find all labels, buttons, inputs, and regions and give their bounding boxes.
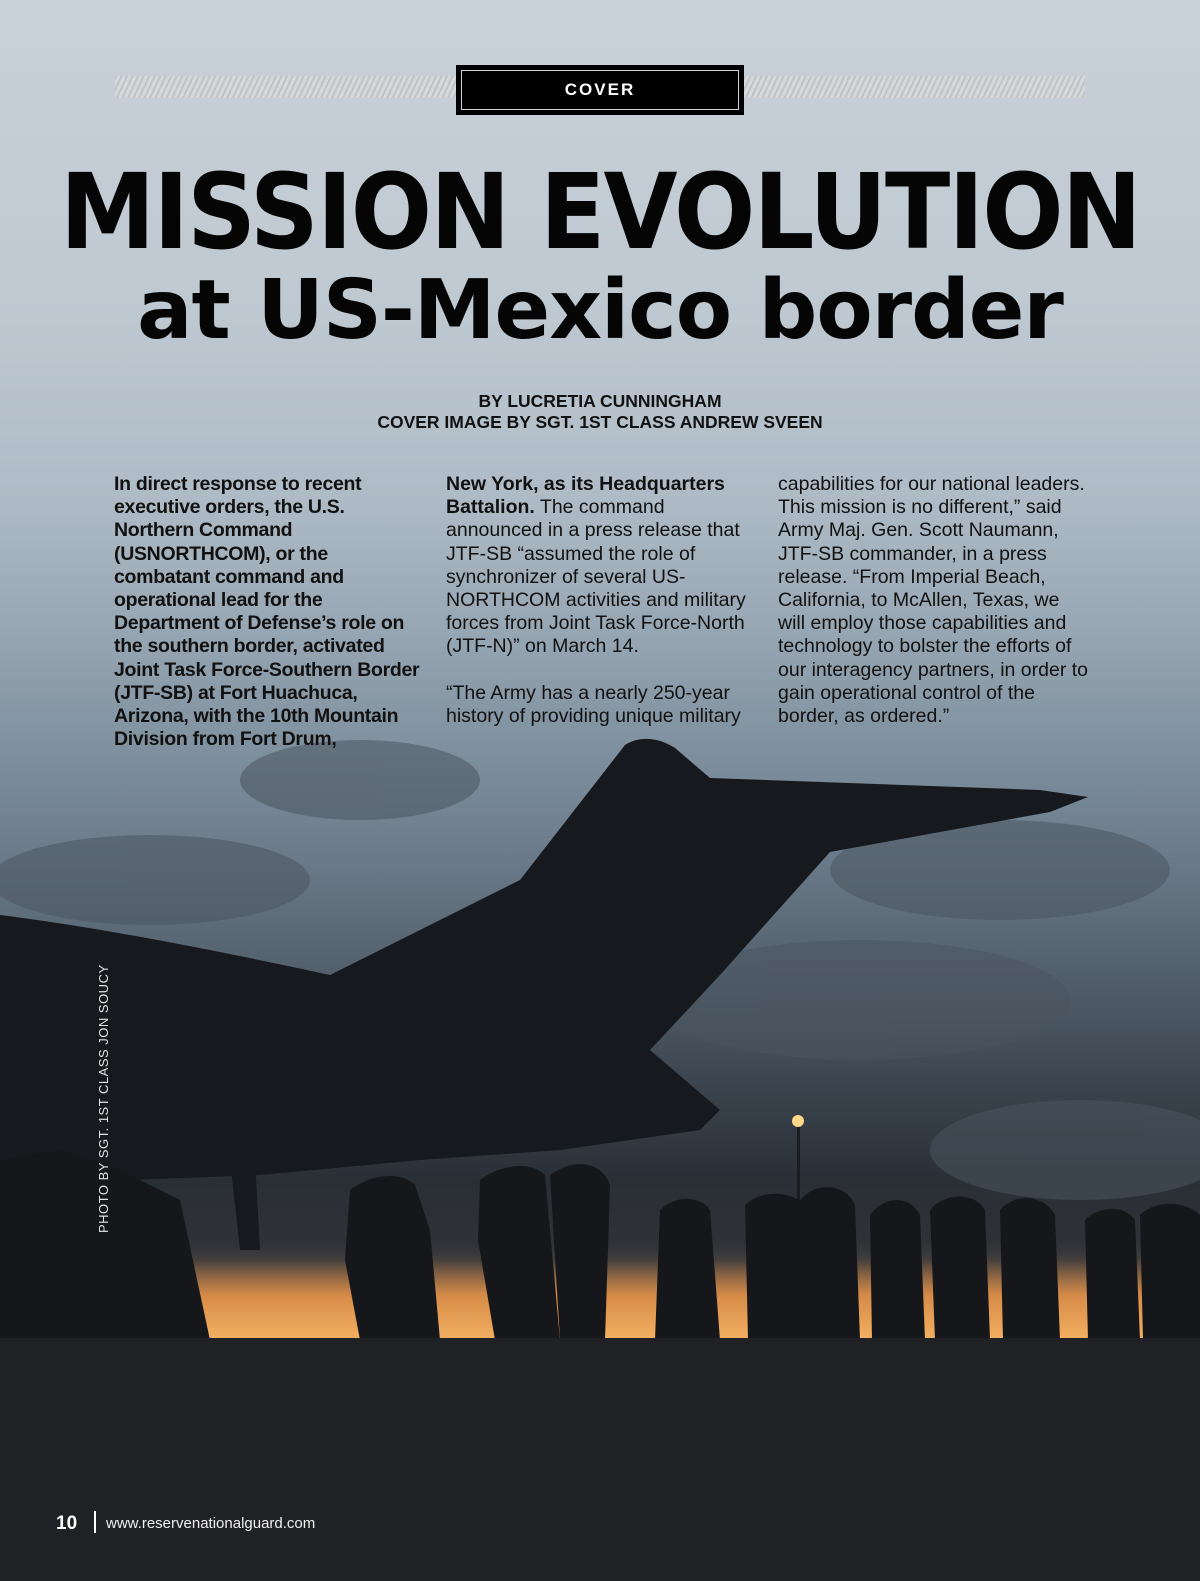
lede-paragraph: In direct response to recent executive orders, the U.S. Northern Command (USNORTHCOM), or the combatant command and operational lead for the Department of Defense’s role on the southern border, activated Joint Task Force-Southern Border (JTF-SB) at Fort Huachuca, Arizona, with the 10th Mountain Division from Fort Drum, — [114, 473, 420, 751]
footer-divider — [94, 1511, 96, 1533]
body-column-3 — [778, 473, 1088, 751]
paragraph-text: The command announced in a press release that JTF-SB “assumed the role of synchronizer of several US-NORTHCOM activities and military forces from Joint Task Force-North (JTF-N)” on March 14. — [446, 496, 746, 658]
body-column-2 — [446, 473, 756, 751]
paragraph — [446, 473, 756, 659]
headline-line2: at US-Mexico border — [137, 263, 1063, 358]
body-column-1 — [114, 473, 424, 774]
footer-url[interactable]: www.reservenationalguard.com — [106, 1515, 316, 1532]
quote-paragraph-continued: capabilities for our national leaders. This mission is no different,” said Army Maj. Gen. Scott Naumann, JTF-SB commander, in a press release. “From Imperial Beach, California, to McAllen, Texas, we will employ those capabilities and technology to bolster the efforts of our interagency partners, in order to gain operational control of the border, as ordered.” — [778, 473, 1089, 728]
headline-line1: MISSION EVOLUTION — [60, 151, 1140, 273]
section-label: COVER — [564, 80, 636, 99]
byline — [0, 391, 1200, 433]
quote-paragraph: “The Army has a nearly 250-year history of providing unique military — [446, 681, 741, 727]
lede-continuation: New York, as its Headquarters Battalion. — [446, 473, 725, 519]
photo-credit: PHOTO BY SGT. 1ST CLASS JON SOUCY — [96, 964, 111, 1233]
byline-image-credit: COVER IMAGE BY SGT. 1ST CLASS ANDREW SVEEN — [377, 412, 823, 432]
byline-author: BY LUCRETIA CUNNINGHAM — [478, 391, 722, 411]
section-label-box — [456, 65, 744, 115]
tarmac — [0, 1338, 1200, 1581]
page-number: 10 — [56, 1513, 78, 1534]
